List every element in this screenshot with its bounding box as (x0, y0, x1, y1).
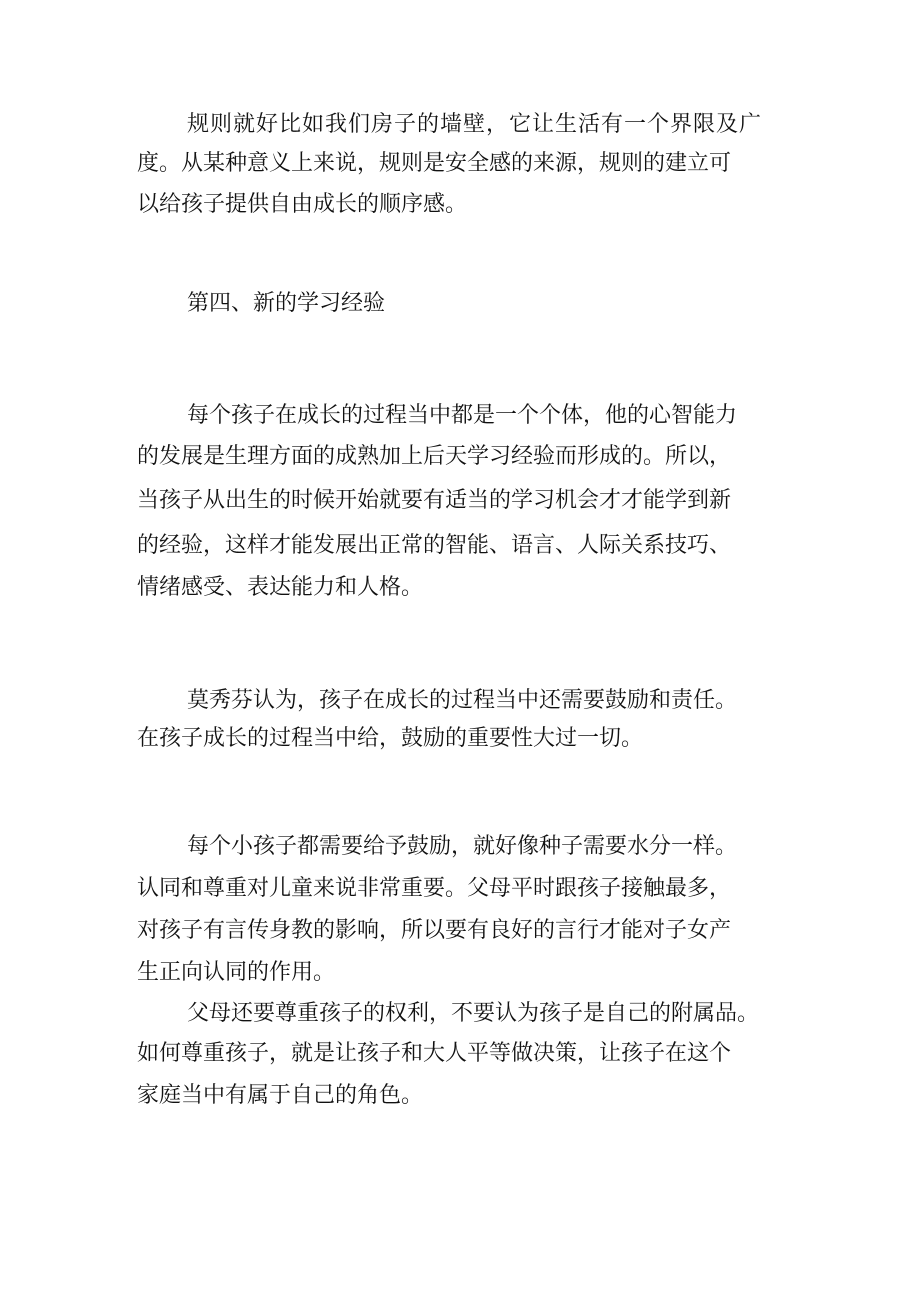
paragraph-line: 当孩子从出生的时候开始就要有适当的学习机会才才能学到新 (137, 488, 732, 513)
paragraph-line: 每个孩子在成长的过程当中都是一个个体，他的心智能力 (187, 403, 738, 428)
paragraph-line: 父母还要尊重孩子的权利，不要认为孩子是自己的附属品。 (187, 1001, 760, 1026)
paragraph-line: 莫秀芬认为，孩子在成长的过程当中还需要鼓励和责任。 (187, 688, 738, 713)
paragraph-line: 的经验，这样才能发展出正常的智能、语言、人际关系技巧、 (137, 533, 732, 558)
paragraph-line: 的发展是生理方面的成熟加上后天学习经验而形成的。所以， (137, 444, 732, 469)
paragraph-line: 度。从某种意义上来说，规则是安全感的来源，规则的建立可 (137, 151, 732, 176)
paragraph-line: 对孩子有言传身教的影响，所以要有良好的言行才能对子女产 (137, 918, 732, 943)
paragraph-line: 家庭当中有属于自己的角色。 (137, 1083, 424, 1108)
paragraph-line: 生正向认同的作用。 (137, 960, 336, 985)
paragraph-line: 以给孩子提供自由成长的顺序感。 (137, 192, 468, 217)
paragraph-line: 如何尊重孩子，就是让孩子和大人平等做决策，让孩子在这个 (137, 1041, 732, 1066)
paragraph-line: 规则就好比如我们房子的墙壁，它让生活有一个界限及广 (187, 112, 763, 137)
section-heading-text: 第四、新的学习经验 (187, 291, 386, 316)
paragraph-line: 认同和尊重对儿童来说非常重要。父母平时跟孩子接触最多， (137, 876, 732, 901)
paragraph-line: 情绪感受、表达能力和人格。 (137, 575, 424, 600)
paragraph-line: 每个小孩子都需要给予鼓励，就好像种子需要水分一样。 (187, 834, 738, 859)
paragraph-line: 在孩子成长的过程当中给，鼓励的重要性大过一切。 (137, 726, 644, 751)
